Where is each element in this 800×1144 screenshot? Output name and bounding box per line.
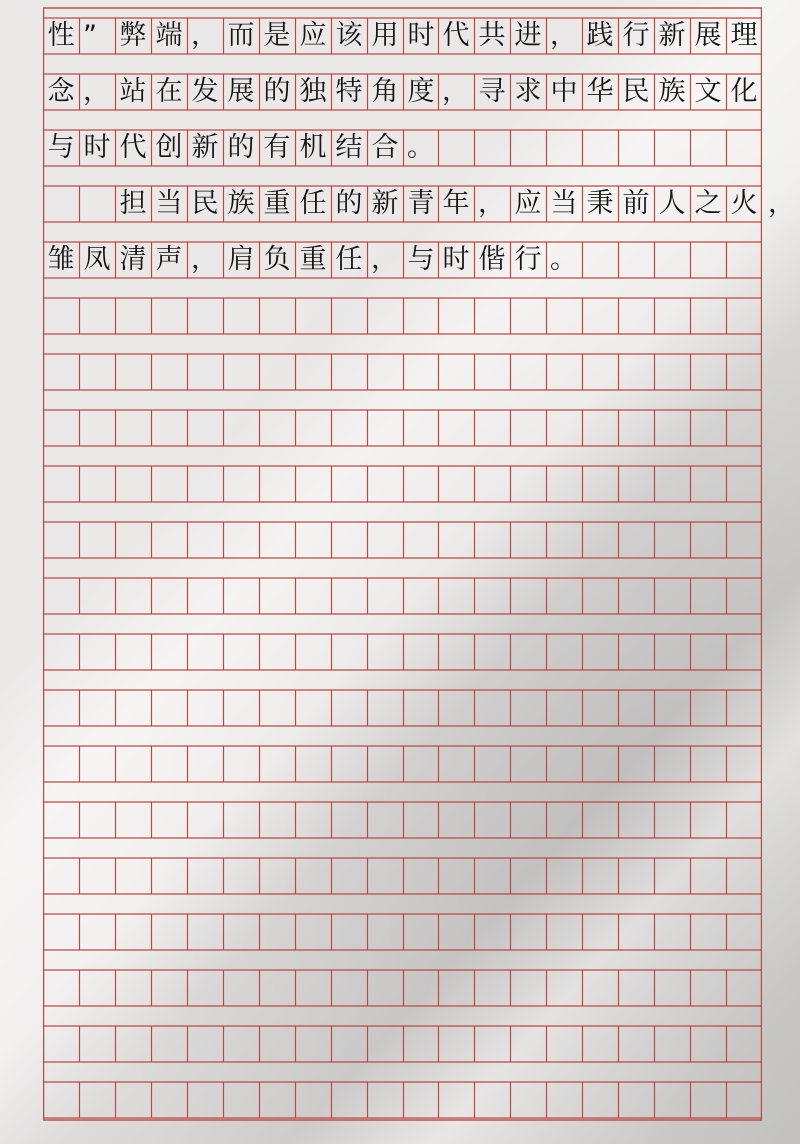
- grid-character: 度: [407, 76, 435, 107]
- essay-line: [43, 186, 795, 222]
- grid-character: 代: [442, 20, 470, 51]
- grid-character: 前: [622, 188, 650, 219]
- grid-character: 性: [47, 20, 75, 51]
- grid-character: 求: [514, 76, 542, 107]
- grid-character: 结: [335, 132, 363, 163]
- grid-character: 行: [622, 20, 650, 51]
- grid-character: 民: [191, 188, 219, 219]
- grid-character: 。: [550, 244, 577, 275]
- grid-character: 与: [407, 244, 435, 275]
- grid-character: 该: [335, 20, 363, 51]
- grid-character: 行: [514, 244, 542, 275]
- grid-character: 当: [155, 188, 183, 219]
- grid-character: 人: [658, 188, 686, 219]
- grid-character: 弊: [119, 20, 147, 51]
- grid-character: 的: [227, 132, 255, 163]
- grid-character: 应: [514, 188, 542, 219]
- grid-character: 。: [407, 132, 434, 163]
- grid-character: 雏: [47, 244, 75, 275]
- essay-line: [43, 242, 762, 278]
- grid-character: ，: [768, 188, 795, 219]
- grid-character: 秉: [586, 188, 614, 219]
- grid-character: 文: [694, 76, 722, 107]
- grid-character: 时: [83, 132, 111, 163]
- essay-line: [43, 130, 762, 166]
- grid-character: 肩: [227, 244, 255, 275]
- grid-character: 民: [622, 76, 650, 107]
- grid-character: 年: [442, 188, 470, 219]
- grid-character: 进: [514, 20, 542, 51]
- grid-character: ，: [478, 188, 505, 219]
- grid-character: 任: [299, 188, 327, 219]
- grid-character: 当: [550, 188, 578, 219]
- grid-character: 重: [299, 244, 327, 275]
- grid-character: ”: [83, 20, 97, 51]
- grid-character: 时: [442, 244, 470, 275]
- grid-character: 独: [299, 76, 327, 107]
- grid-character: 角: [371, 76, 399, 107]
- grid-character: 族: [658, 76, 686, 107]
- grid-character: 青: [407, 188, 435, 219]
- grid-character: 展: [694, 20, 722, 51]
- grid-character: 特: [335, 76, 363, 107]
- grid-character: 在: [155, 76, 183, 107]
- grid-character: 新: [371, 188, 399, 219]
- grid-character: 新: [658, 20, 686, 51]
- grid-character: ，: [550, 20, 577, 51]
- grid-character: ，: [191, 20, 218, 51]
- grid-character: 时: [407, 20, 435, 51]
- grid-character: 发: [191, 76, 219, 107]
- grid-character: 中: [550, 76, 578, 107]
- grid-character: 凤: [83, 244, 111, 275]
- grid-character: [43, 186, 79, 222]
- grid-character: 的: [335, 188, 363, 219]
- grid-character: 机: [299, 132, 327, 163]
- grid-character: 而: [227, 20, 255, 51]
- grid-character: 用: [371, 20, 399, 51]
- grid-character: ，: [371, 244, 398, 275]
- grid-character: ，: [83, 76, 110, 107]
- grid-character: 任: [335, 244, 363, 275]
- grid-character: 共: [478, 20, 506, 51]
- grid-character: 有: [263, 132, 291, 163]
- grid-character: 展: [227, 76, 255, 107]
- grid-character: [79, 186, 115, 222]
- grid-character: 与: [47, 132, 75, 163]
- grid-character: 火: [730, 188, 758, 219]
- grid-character: 是: [263, 20, 291, 51]
- essay-text: [43, 0, 795, 1125]
- grid-character: 声: [155, 244, 183, 275]
- grid-character: 担: [119, 188, 147, 219]
- grid-character: 族: [227, 188, 255, 219]
- essay-line: [43, 74, 762, 110]
- grid-character: 寻: [478, 76, 506, 107]
- grid-character: 重: [263, 188, 291, 219]
- grid-character: 站: [119, 76, 147, 107]
- grid-character: 化: [730, 76, 758, 107]
- grid-character: 践: [586, 20, 614, 51]
- grid-character: 应: [299, 20, 327, 51]
- grid-character: 代: [119, 132, 147, 163]
- grid-character: 创: [155, 132, 183, 163]
- grid-character: 新: [191, 132, 219, 163]
- grid-character: 偕: [478, 244, 506, 275]
- grid-character: 负: [263, 244, 291, 275]
- grid-character: 之: [694, 188, 722, 219]
- grid-character: 华: [586, 76, 614, 107]
- grid-character: 合: [371, 132, 399, 163]
- grid-character: ，: [442, 76, 469, 107]
- grid-character: 端: [155, 20, 183, 51]
- grid-character: 理: [730, 20, 758, 51]
- essay-line: [43, 18, 762, 54]
- grid-character: 念: [47, 76, 75, 107]
- grid-character: 的: [263, 76, 291, 107]
- grid-character: ，: [191, 244, 218, 275]
- grid-character: 清: [119, 244, 147, 275]
